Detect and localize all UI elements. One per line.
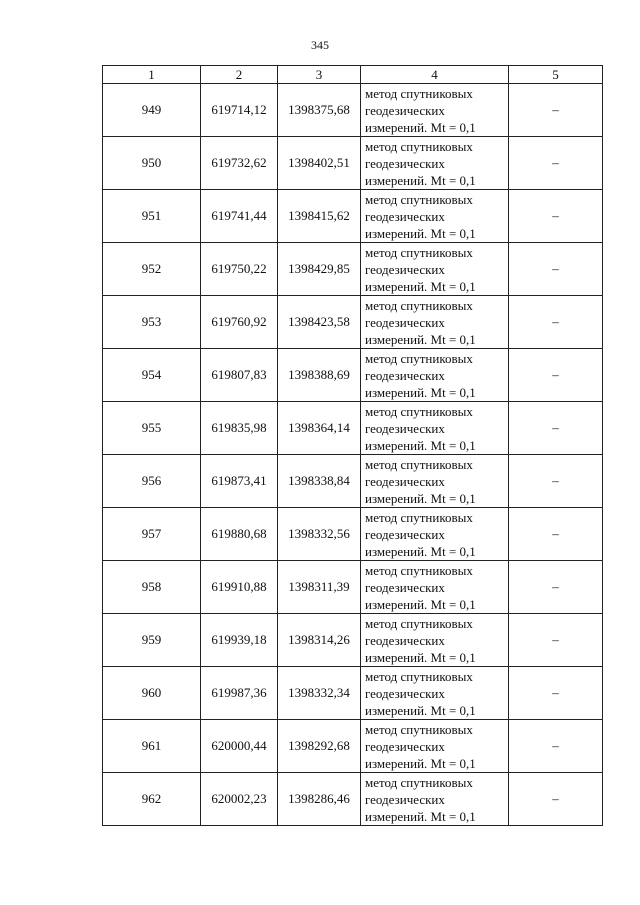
method-line: геодезических (365, 367, 445, 383)
header-col-1: 1 (103, 66, 201, 84)
method-line: метод спутниковых (365, 721, 473, 737)
method-cell (361, 349, 509, 402)
note-cell: – (509, 402, 603, 455)
table-body (103, 84, 603, 826)
table-row (103, 137, 603, 190)
method-line: геодезических (365, 208, 445, 224)
y-coordinate-cell: 1398402,51 (278, 137, 361, 190)
method-line: измерений. Mt = 0,1 (365, 278, 476, 294)
y-coordinate-cell: 1398332,56 (278, 508, 361, 561)
note-cell: – (509, 773, 603, 826)
method-line: измерений. Mt = 0,1 (365, 755, 476, 771)
table-row (103, 508, 603, 561)
method-line: геодезических (365, 738, 445, 754)
note-cell: – (509, 614, 603, 667)
method-line: измерений. Mt = 0,1 (365, 596, 476, 612)
method-cell (361, 561, 509, 614)
y-coordinate-cell: 1398311,39 (278, 561, 361, 614)
y-coordinate-cell: 1398314,26 (278, 614, 361, 667)
table-row (103, 561, 603, 614)
x-coordinate-cell: 619939,18 (201, 614, 278, 667)
point-number-cell: 952 (103, 243, 201, 296)
x-coordinate-cell: 620000,44 (201, 720, 278, 773)
method-line: геодезических (365, 579, 445, 595)
note-cell: – (509, 349, 603, 402)
y-coordinate-cell: 1398415,62 (278, 190, 361, 243)
x-coordinate-cell: 619760,92 (201, 296, 278, 349)
point-number-cell: 953 (103, 296, 201, 349)
y-coordinate-cell: 1398292,68 (278, 720, 361, 773)
method-cell (361, 455, 509, 508)
x-coordinate-cell: 619880,68 (201, 508, 278, 561)
point-number-cell: 950 (103, 137, 201, 190)
method-cell (361, 296, 509, 349)
method-line: метод спутниковых (365, 138, 473, 154)
point-number-cell: 959 (103, 614, 201, 667)
method-line: измерений. Mt = 0,1 (365, 702, 476, 718)
y-coordinate-cell: 1398388,69 (278, 349, 361, 402)
point-number-cell: 951 (103, 190, 201, 243)
note-cell: – (509, 84, 603, 137)
x-coordinate-cell: 619714,12 (201, 84, 278, 137)
method-line: метод спутниковых (365, 615, 473, 631)
table-row (103, 720, 603, 773)
method-line: геодезических (365, 526, 445, 542)
point-number-cell: 949 (103, 84, 201, 137)
point-number-cell: 957 (103, 508, 201, 561)
table-row (103, 667, 603, 720)
y-coordinate-cell: 1398332,34 (278, 667, 361, 720)
method-line: измерений. Mt = 0,1 (365, 437, 476, 453)
method-cell (361, 402, 509, 455)
x-coordinate-cell: 619987,36 (201, 667, 278, 720)
x-coordinate-cell: 619732,62 (201, 137, 278, 190)
y-coordinate-cell: 1398338,84 (278, 455, 361, 508)
note-cell: – (509, 561, 603, 614)
note-cell: – (509, 508, 603, 561)
method-line: метод спутниковых (365, 191, 473, 207)
method-line: геодезических (365, 420, 445, 436)
method-line: измерений. Mt = 0,1 (365, 808, 476, 824)
header-col-4: 4 (361, 66, 509, 84)
note-cell: – (509, 455, 603, 508)
method-cell (361, 614, 509, 667)
header-row (103, 66, 603, 84)
method-line: геодезических (365, 685, 445, 701)
table-row (103, 84, 603, 137)
method-line: метод спутниковых (365, 403, 473, 419)
header-col-3: 3 (278, 66, 361, 84)
method-line: геодезических (365, 632, 445, 648)
note-cell: – (509, 190, 603, 243)
method-line: геодезических (365, 102, 445, 118)
note-cell: – (509, 667, 603, 720)
note-cell: – (509, 243, 603, 296)
method-line: геодезических (365, 473, 445, 489)
point-number-cell: 958 (103, 561, 201, 614)
method-cell (361, 84, 509, 137)
method-line: измерений. Mt = 0,1 (365, 119, 476, 135)
method-cell (361, 667, 509, 720)
point-number-cell: 954 (103, 349, 201, 402)
method-cell (361, 190, 509, 243)
table-row (103, 402, 603, 455)
y-coordinate-cell: 1398423,58 (278, 296, 361, 349)
coordinates-table (102, 65, 603, 826)
method-line: метод спутниковых (365, 244, 473, 260)
table-row (103, 243, 603, 296)
y-coordinate-cell: 1398364,14 (278, 402, 361, 455)
method-cell (361, 773, 509, 826)
method-line: геодезических (365, 261, 445, 277)
header-col-5: 5 (509, 66, 603, 84)
table-row (103, 190, 603, 243)
table-row (103, 614, 603, 667)
note-cell: – (509, 720, 603, 773)
method-line: измерений. Mt = 0,1 (365, 649, 476, 665)
method-line: метод спутниковых (365, 509, 473, 525)
x-coordinate-cell: 619741,44 (201, 190, 278, 243)
method-line: измерений. Mt = 0,1 (365, 172, 476, 188)
method-line: геодезических (365, 155, 445, 171)
x-coordinate-cell: 619873,41 (201, 455, 278, 508)
y-coordinate-cell: 1398429,85 (278, 243, 361, 296)
method-line: метод спутниковых (365, 350, 473, 366)
y-coordinate-cell: 1398375,68 (278, 84, 361, 137)
point-number-cell: 955 (103, 402, 201, 455)
note-cell: – (509, 296, 603, 349)
method-line: метод спутниковых (365, 85, 473, 101)
method-cell (361, 720, 509, 773)
method-cell (361, 137, 509, 190)
x-coordinate-cell: 619750,22 (201, 243, 278, 296)
point-number-cell: 962 (103, 773, 201, 826)
method-line: метод спутниковых (365, 774, 473, 790)
method-line: измерений. Mt = 0,1 (365, 225, 476, 241)
method-cell (361, 508, 509, 561)
method-line: измерений. Mt = 0,1 (365, 543, 476, 559)
point-number-cell: 956 (103, 455, 201, 508)
x-coordinate-cell: 620002,23 (201, 773, 278, 826)
x-coordinate-cell: 619835,98 (201, 402, 278, 455)
y-coordinate-cell: 1398286,46 (278, 773, 361, 826)
x-coordinate-cell: 619910,88 (201, 561, 278, 614)
method-line: метод спутниковых (365, 456, 473, 472)
method-line: метод спутниковых (365, 562, 473, 578)
method-line: метод спутниковых (365, 297, 473, 313)
table-row (103, 455, 603, 508)
method-line: метод спутниковых (365, 668, 473, 684)
method-line: геодезических (365, 791, 445, 807)
method-line: измерений. Mt = 0,1 (365, 384, 476, 400)
page-number: 345 (311, 38, 329, 52)
method-cell (361, 243, 509, 296)
x-coordinate-cell: 619807,83 (201, 349, 278, 402)
note-cell: – (509, 137, 603, 190)
method-line: измерений. Mt = 0,1 (365, 331, 476, 347)
table-row (103, 349, 603, 402)
table-header (103, 66, 603, 84)
table-row (103, 296, 603, 349)
method-line: измерений. Mt = 0,1 (365, 490, 476, 506)
header-col-2: 2 (201, 66, 278, 84)
point-number-cell: 960 (103, 667, 201, 720)
table-row (103, 773, 603, 826)
method-line: геодезических (365, 314, 445, 330)
point-number-cell: 961 (103, 720, 201, 773)
